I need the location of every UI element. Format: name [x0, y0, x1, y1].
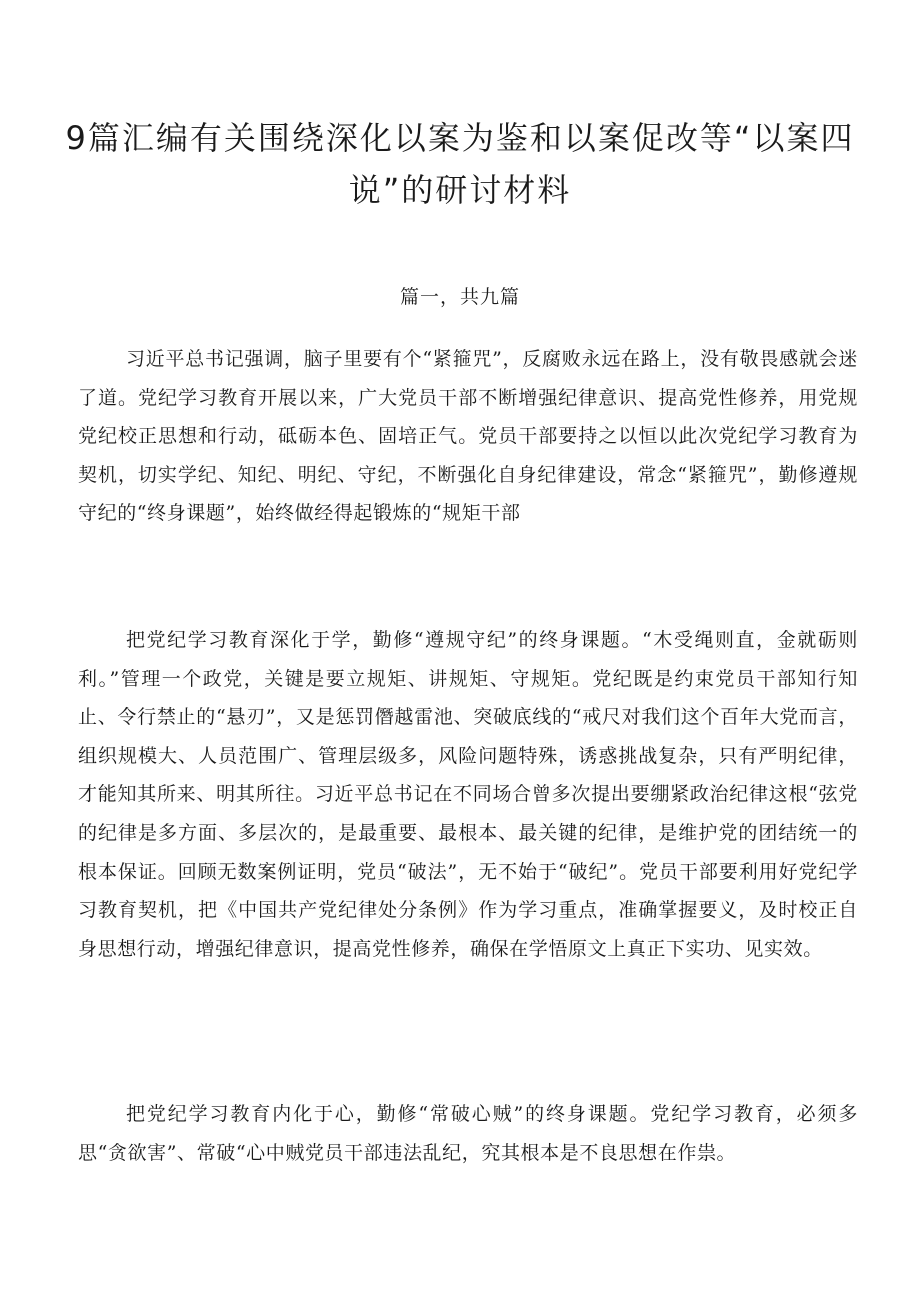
document-title: 9篇汇编有关围绕深化以案为鉴和以案促改等“以案四说”的研讨材料 — [65, 119, 855, 209]
section-heading: 篇一，共九篇 — [399, 286, 520, 308]
body-paragraph: 习近平总书记强调，脑子里要有个“紧箍咒”，反腐败永远在路上，没有敬畏感就会迷了道。党纪学习教育开展以来，广大党员干部不断增强纪律意识、提高党性修养，用党规党纪校正思想和行动，砥砺本色、固培正气。党员干部要持之以恒以此次党纪学习教育为契机，切实学纪、知纪、明纪、守纪，不断强化自身纪律建设，常念“紧箍咒”，勤修遵规守纪的“终身课题”，始终做经得起锻炼的“规矩干部 — [78, 348, 858, 525]
body-paragraph: 把党纪学习教育深化于学，勤修“遵规守纪”的终身课题。“木受绳则直，金就砺则利。”管理一个政党，关键是要立规矩、讲规矩、守规矩。党纪既是约束党员干部知行知止、令行禁止的“悬刃”，又是惩罚僭越雷池、突破底线的“戒尺对我们这个百年大党而言，组织规模大、人员范围广、管理层级多，风险问题特殊，诱惑挑战复杂，只有严明纪律，才能知其所来、明其所往。习近平总书记在不同场合曾多次提出要绷紧政治纪律这根“弦党的纪律是多方面、多层次的，是最重要、最根本、最关键的纪律，是维护党的团结统一的根本保证。回顾无数案例证明，党员“破法”，无不始于“破纪”。党员干部要利用好党纪学习教育契机，把《中国共产党纪律处分条例》作为学习重点，准确掌握要义，及时校正自身思想行动，增强纪律意识，提高党性修养，确保在学悟原文上真正下实功、见实效。 — [78, 629, 858, 960]
body-paragraph: 把党纪学习教育内化于心，勤修“常破心贼”的终身课题。党纪学习教育，必须多思“贪欲害”、常破“心中贼党员干部违法乱纪，究其根本是不良思想在作祟。 — [78, 1103, 858, 1164]
